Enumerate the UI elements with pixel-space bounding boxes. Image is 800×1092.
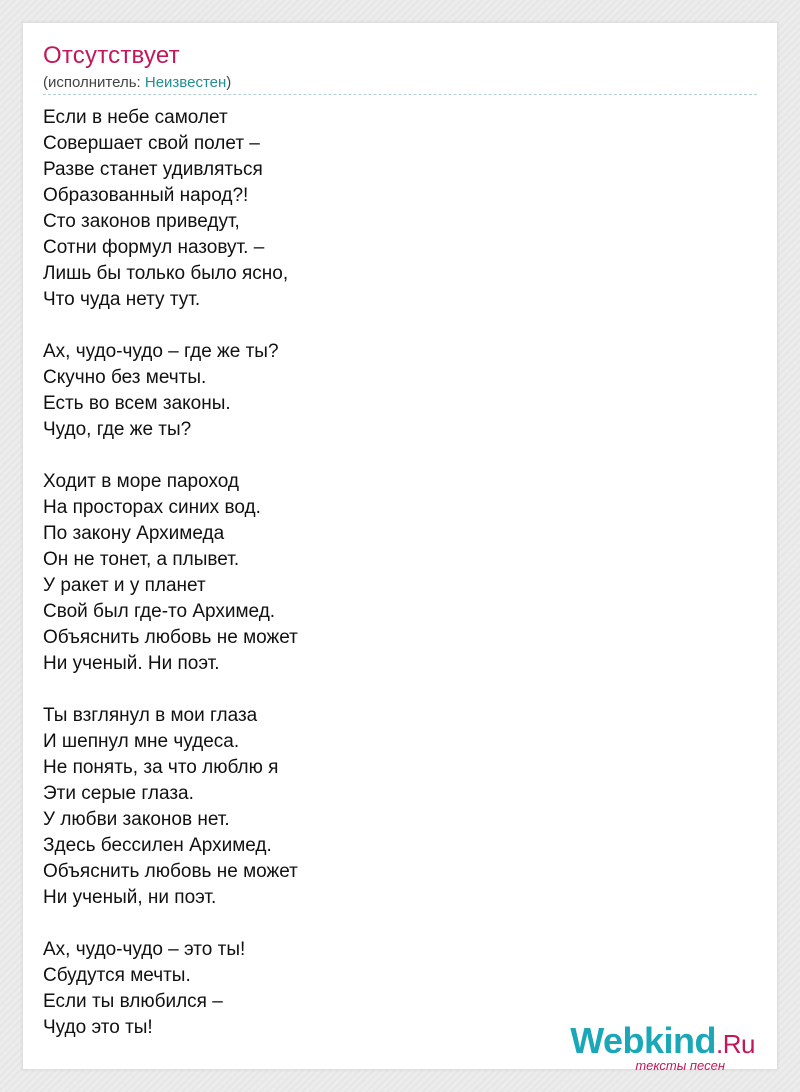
- lyric-line: Образованный народ?!: [43, 185, 249, 206]
- lyric-line: У ракет и у планет: [43, 575, 206, 596]
- lyric-line: Сто законов приведут,: [43, 211, 240, 232]
- lyric-line: По закону Архимеда: [43, 523, 225, 544]
- artist-suffix: ): [226, 74, 232, 91]
- lyric-line: Ни ученый. Ни поэт.: [43, 653, 220, 674]
- lyric-line: Эти серые глаза.: [43, 783, 194, 804]
- title-divider: [43, 94, 757, 95]
- lyric-line: Что чуда нету тут.: [43, 289, 201, 310]
- lyric-line: Он не тонет, а плывет.: [43, 549, 240, 570]
- lyric-line: Чудо, где же ты?: [43, 419, 192, 440]
- lyric-line: Сотни формул назовут. –: [43, 237, 265, 258]
- stanza-break: [43, 911, 298, 937]
- song-title: Отсутствует: [43, 42, 180, 69]
- artist-line: [43, 74, 231, 91]
- stanza-break: [43, 443, 298, 469]
- lyric-line: Ах, чудо-чудо – где же ты?: [43, 341, 279, 362]
- logo-name: Webkind: [570, 1020, 717, 1061]
- lyric-line: Скучно без мечты.: [43, 367, 207, 388]
- lyric-line: Есть во всем законы.: [43, 393, 231, 414]
- lyric-line: Совершает свой полет –: [43, 133, 260, 154]
- lyric-line: Объяснить любовь не может: [43, 627, 298, 648]
- lyric-line: Ни ученый, ни поэт.: [43, 887, 217, 908]
- lyric-line: У любви законов нет.: [43, 809, 230, 830]
- lyric-line: И шепнул мне чудеса.: [43, 731, 240, 752]
- lyric-line: Не понять, за что люблю я: [43, 757, 279, 778]
- lyric-line: Если ты влюбился –: [43, 991, 223, 1012]
- lyric-line: На просторах синих вод.: [43, 497, 261, 518]
- lyrics-card: [22, 22, 778, 1073]
- site-logo[interactable]: [570, 1020, 755, 1073]
- lyric-line: Чудо это ты!: [43, 1017, 153, 1038]
- lyric-line: Если в небе самолет: [43, 107, 228, 128]
- logo-wordmark: [570, 1020, 755, 1062]
- lyrics-text: [43, 105, 298, 1041]
- lyric-line: Здесь бессилен Архимед.: [43, 835, 272, 856]
- logo-tld: .Ru: [716, 1029, 755, 1059]
- stanza-break: [43, 313, 298, 339]
- lyric-line: Ходит в море пароход: [43, 471, 240, 492]
- artist-link[interactable]: Неизвестен: [144, 74, 227, 91]
- lyric-line: Ты взглянул в мои глаза: [43, 705, 258, 726]
- lyric-line: Сбудутся мечты.: [43, 965, 191, 986]
- stanza-break: [43, 677, 298, 703]
- lyric-line: Свой был где-то Архимед.: [43, 601, 276, 622]
- lyric-line: Лишь бы только было ясно,: [43, 263, 289, 284]
- lyric-line: Объяснить любовь не может: [43, 861, 298, 882]
- lyric-line: Ах, чудо-чудо – это ты!: [43, 939, 246, 960]
- logo-tagline: тексты песен: [635, 1058, 725, 1073]
- lyric-line: Разве станет удивляться: [43, 159, 263, 180]
- artist-prefix: (исполнитель:: [43, 74, 145, 91]
